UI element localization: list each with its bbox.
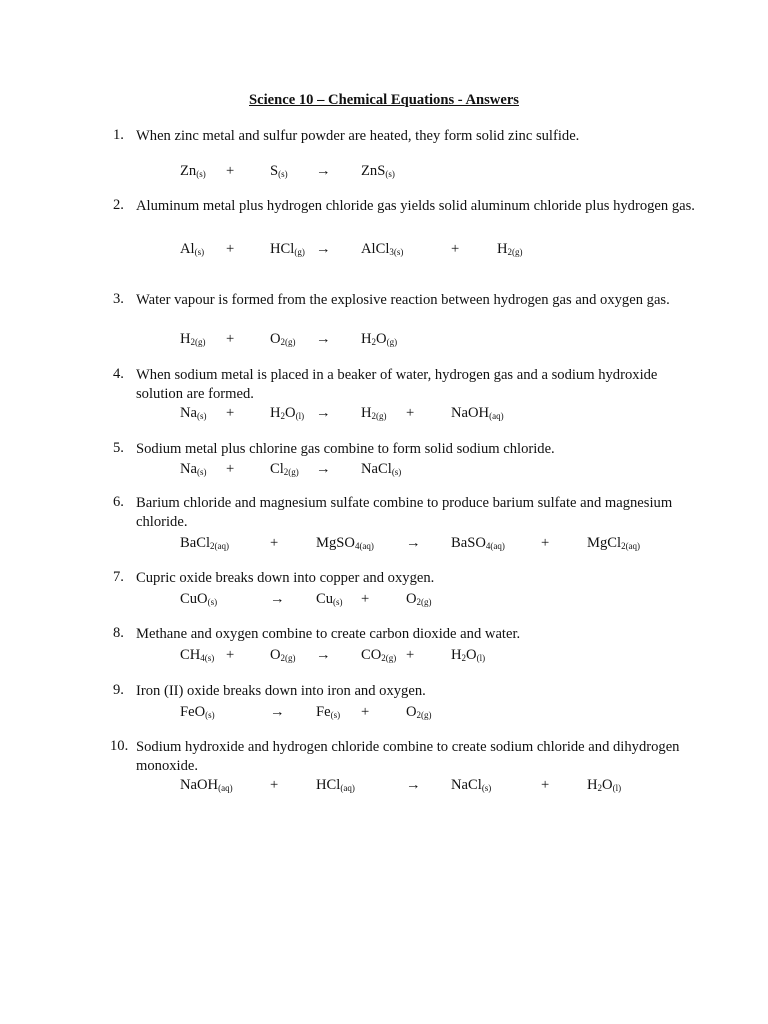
plus-operator: + (361, 704, 370, 720)
question-number: 6. (113, 494, 124, 510)
chemical-formula: $O_2(g)$ (406, 591, 432, 607)
reaction-arrow: → (406, 535, 421, 551)
reaction-arrow: → (270, 704, 285, 720)
plus-operator: + (541, 535, 550, 551)
state-label: (s) (385, 169, 395, 179)
state-label: (l) (295, 411, 305, 421)
chemical-formula: MgCl$_2$(aq) (587, 535, 641, 551)
plus-operator: + (451, 241, 460, 257)
plus-operator: + (226, 331, 235, 347)
state-label: (s) (205, 710, 215, 720)
chemical-formula: $H_2(g)$ (497, 241, 523, 257)
state-label: (g) (385, 653, 397, 663)
plus-operator: + (270, 777, 279, 793)
plus-operator: + (226, 163, 235, 179)
question-number: 8. (113, 625, 124, 641)
reaction-arrow: → (406, 777, 421, 793)
state-label: (aq) (340, 783, 355, 793)
state-label: (s) (333, 597, 343, 607)
state-label: (s) (197, 411, 207, 421)
state-label: (g) (195, 337, 206, 347)
state-label: (s) (197, 467, 207, 477)
plus-operator: + (226, 461, 235, 477)
chemical-formula: $H_2(g)$ (361, 405, 387, 421)
chemical-formula: Zn(s) (180, 163, 206, 179)
question-number: 3. (113, 291, 124, 307)
state-label: (aq) (490, 541, 505, 551)
chemical-formula: CuO(s) (180, 591, 218, 607)
state-label: (g) (512, 247, 523, 257)
state-label: (aq) (218, 783, 233, 793)
chemical-formula: Na(s) (180, 461, 207, 477)
plus-operator: + (226, 405, 235, 421)
chemical-equation (0, 405, 768, 425)
question-number: 1. (113, 127, 124, 143)
state-label: (g) (294, 247, 305, 257)
reaction-arrow: → (270, 591, 285, 607)
question-number: 10. (110, 738, 129, 754)
chemical-formula: NaOH(aq) (180, 777, 233, 793)
chemical-equation (0, 777, 768, 797)
chemical-equation (0, 331, 768, 351)
reaction-arrow: → (316, 163, 331, 179)
question-text: When zinc metal and sulfur powder are heated, they form solid zinc sulfide. (136, 128, 580, 144)
state-label: (g) (421, 597, 432, 607)
question-text: Iron (II) oxide breaks down into iron and oxygen. (136, 683, 426, 699)
question-text: Methane and oxygen combine to create carbon dioxide and water. (136, 626, 521, 642)
chemical-formula: MgSO$_4$(aq) (316, 535, 374, 551)
page-title: Science 10 – Chemical Equations - Answers (249, 92, 519, 108)
chemical-formula: $H_2O(l)$ (451, 647, 486, 663)
state-label: (s) (196, 169, 206, 179)
chemical-formula: FeO(s) (180, 704, 215, 720)
chemical-formula: BaCl$_2$(aq) (180, 535, 229, 551)
chemical-equation (0, 163, 768, 183)
state-label: (g) (376, 411, 387, 421)
chemical-formula: S(s) (270, 163, 288, 179)
chemical-formula: $H_2O(l)$ (587, 777, 622, 793)
question-number: 7. (113, 569, 124, 585)
chemical-equation (0, 241, 768, 261)
chemical-formula: NaCl(s) (361, 461, 402, 477)
state-label: (s) (194, 247, 205, 257)
state-label: (s) (278, 169, 288, 179)
chemical-formula: $H_2(g)$ (180, 331, 206, 347)
chemical-formula: Na(s) (180, 405, 207, 421)
state-label: (g) (421, 710, 432, 720)
chemical-formula: $O_2(g)$ (270, 331, 296, 347)
reaction-arrow: → (316, 241, 331, 257)
question-text: Sodium hydroxide and hydrogen chloride combine to create sodium chloride and dihydrogen monoxide. (136, 739, 680, 774)
question-number: 4. (113, 366, 124, 382)
chemical-equation (0, 704, 768, 724)
state-label: (g) (285, 337, 296, 347)
plus-operator: + (226, 241, 235, 257)
chemical-equation (0, 591, 768, 611)
question-number: 9. (113, 682, 124, 698)
question-text: Cupric oxide breaks down into copper and oxygen. (136, 570, 435, 586)
state-label: (s) (207, 597, 218, 607)
state-label: (s) (393, 247, 404, 257)
plus-operator: + (361, 591, 370, 607)
chemical-formula: NaOH(aq) (451, 405, 504, 421)
plus-operator: + (226, 647, 235, 663)
chemical-formula: BaSO$_4$(aq) (451, 535, 505, 551)
reaction-arrow: → (316, 461, 331, 477)
plus-operator: + (270, 535, 279, 551)
question-text: Aluminum metal plus hydrogen chloride gas yields solid aluminum chloride plus hydrogen gas. (136, 198, 695, 214)
state-label: (g) (386, 337, 398, 347)
state-label: (s) (481, 783, 492, 793)
reaction-arrow: → (316, 405, 331, 421)
chemical-formula: NaCl(s) (451, 777, 492, 793)
question-number: 5. (113, 440, 124, 456)
reaction-arrow: → (316, 647, 331, 663)
state-label: (aq) (625, 541, 641, 551)
chemical-formula: $H_2O(g)$ (361, 331, 398, 347)
state-label: (l) (612, 783, 622, 793)
chemical-formula: HCl(aq) (316, 777, 355, 793)
chemical-equation (0, 535, 768, 555)
chemical-formula: $Cl_2(g)$ (270, 461, 299, 477)
chemical-formula: $O_2(g)$ (270, 647, 296, 663)
state-label: (aq) (359, 541, 374, 551)
chemical-formula: Cu(s) (316, 591, 343, 607)
chemical-formula: $H_2O(l)$ (270, 405, 305, 421)
chemical-formula: Fe(s) (316, 704, 341, 720)
chemical-formula: $CO_2(g)$ (361, 647, 397, 663)
chemical-equation (0, 647, 768, 667)
plus-operator: + (406, 647, 415, 663)
state-label: (s) (330, 710, 341, 720)
chemical-formula: $O_2(g)$ (406, 704, 432, 720)
chemical-formula: HCl(g) (270, 241, 305, 257)
question-text: When sodium metal is placed in a beaker of water, hydrogen gas and a sodium hydroxide solution are formed. (136, 367, 658, 402)
chemical-formula: $CH_4(s)$ (180, 647, 215, 663)
question-text: Water vapour is formed from the explosive reaction between hydrogen gas and oxygen gas. (136, 292, 670, 308)
chemical-formula: Al(s) (180, 241, 205, 257)
state-label: (aq) (214, 541, 229, 551)
chemical-equation (0, 461, 768, 481)
question-number: 2. (113, 197, 124, 213)
chemical-formula: AlCl$_3$(s) (361, 241, 404, 257)
chemical-formula: ZnS(s) (361, 163, 395, 179)
state-label: (s) (391, 467, 402, 477)
state-label: (aq) (489, 411, 504, 421)
plus-operator: + (406, 405, 415, 421)
state-label: (g) (285, 653, 296, 663)
state-label: (s) (204, 653, 215, 663)
question-text: Barium chloride and magnesium sulfate combine to produce barium sulfate and magnesium chloride. (136, 495, 673, 530)
state-label: (g) (288, 467, 299, 477)
state-label: (l) (476, 653, 486, 663)
reaction-arrow: → (316, 331, 331, 347)
question-text: Sodium metal plus chlorine gas combine to form solid sodium chloride. (136, 441, 555, 457)
plus-operator: + (541, 777, 550, 793)
